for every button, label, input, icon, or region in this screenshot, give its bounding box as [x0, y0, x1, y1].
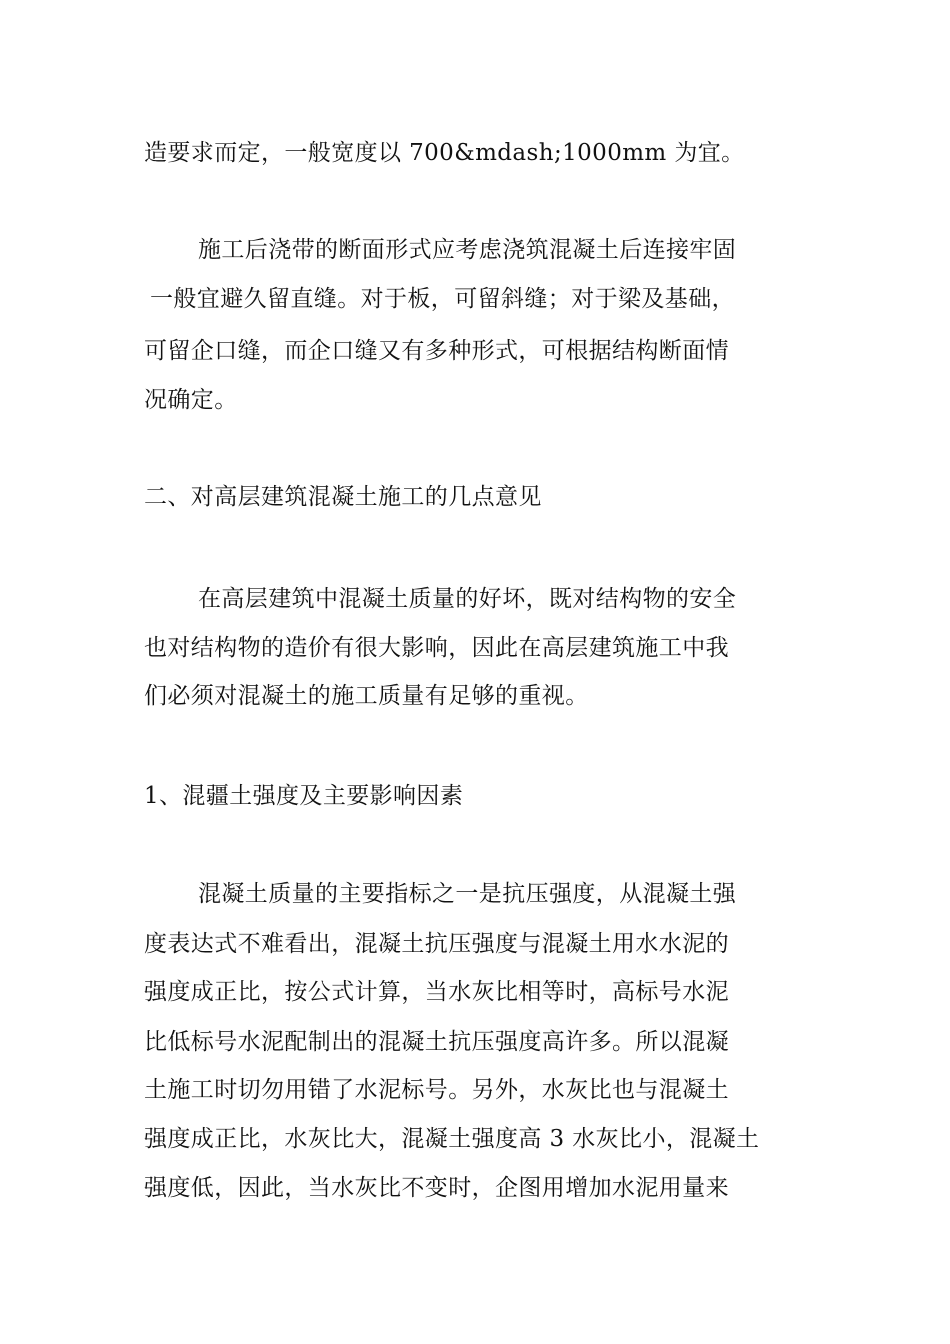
section-heading: 二、对高层建筑混凝土施工的几点意见 — [144, 484, 542, 510]
paragraph-line-5: 况确定。 — [144, 387, 238, 413]
paragraph-line-7: 也对结构物的造价有很大影响，因此在高层建筑施工中我 — [144, 635, 729, 661]
paragraph-line-10: 度表达式不难看出，混凝土抗压强度与混凝土用水水泥的 — [144, 931, 729, 957]
paragraph-line-2: 施工后浇带的断面形式应考虑浇筑混凝土后连接牢固 — [198, 237, 737, 263]
paragraph-line-11: 强度成正比，按公式计算，当水灰比相等时，高标号水泥 — [144, 979, 729, 1005]
paragraph-line-14: 强度成正比，水灰比大，混凝土强度高 3 水灰比小，混凝土 — [144, 1126, 760, 1152]
paragraph-line-13: 土施工时切勿用错了水泥标号。另外，水灰比也与混凝土 — [144, 1077, 729, 1103]
paragraph-line-8: 们必须对混凝土的施工质量有足够的重视。 — [144, 683, 589, 709]
paragraph-line-1: 造要求而定，一般宽度以 700&mdash;1000mm 为宜。 — [144, 140, 745, 166]
paragraph-line-3: 一般宜避久留直缝。对于板，可留斜缝；对于梁及基础， — [150, 286, 735, 312]
paragraph-line-9: 混凝土质量的主要指标之一是抗压强度，从混凝土强 — [198, 881, 737, 907]
paragraph-line-6: 在高层建筑中混凝土质量的好坏，既对结构物的安全 — [198, 586, 737, 612]
subsection-heading: 1、混疆土强度及主要影响因素 — [144, 783, 464, 809]
paragraph-line-4: 可留企口缝，而企口缝又有多种形式，可根据结构断面情 — [144, 338, 729, 364]
paragraph-line-12: 比低标号水泥配制出的混凝土抗压强度高许多。所以混凝 — [144, 1029, 729, 1055]
paragraph-line-15: 强度低，因此，当水灰比不变时，企图用增加水泥用量来 — [144, 1175, 729, 1201]
